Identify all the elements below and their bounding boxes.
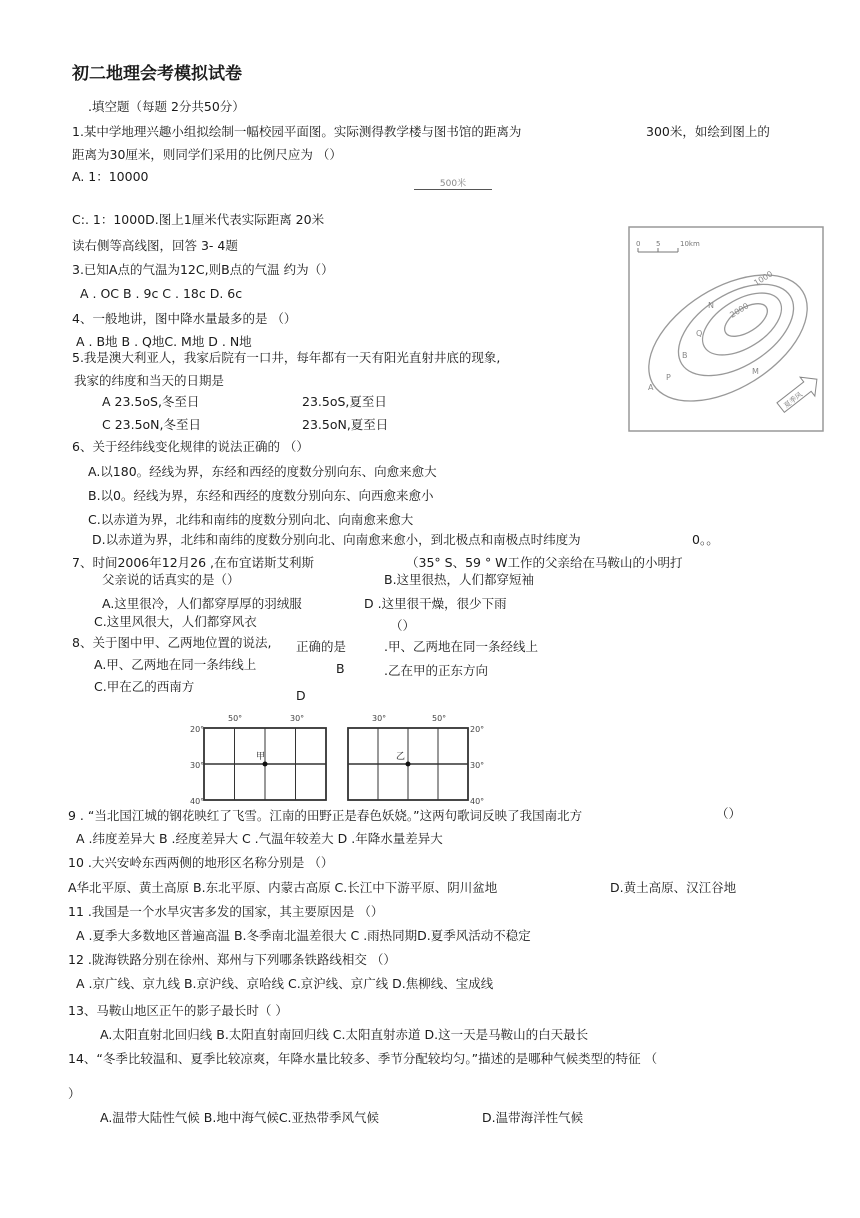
question-7-line-2: 父亲说的话真实的是（）	[102, 572, 240, 587]
point-jia	[263, 762, 268, 767]
contour-point-n: N	[708, 301, 714, 310]
contour-scale-label: 10km	[680, 240, 700, 248]
question-5-option-a: A 23.5oS,冬至日	[102, 394, 200, 409]
question-6-option-b: B.以0。经线为界，东经和西经的度数分别向东、向西愈来愈小	[88, 488, 434, 503]
question-8-option-c: C.甲在乙的西南方	[94, 679, 195, 694]
question-13: 13、马鞍山地区正午的影子最长时（ ）	[68, 1003, 288, 1018]
contour-point-b: B	[682, 351, 688, 360]
question-10: 10 .大兴安岭东西两侧的地形区名称分别是 （）	[68, 855, 334, 870]
question-1-line-1: 1.某中学地理兴趣小组拟绘制一幅校园平面图。实际测得教学楼与图书馆的距离为	[72, 124, 522, 139]
contour-label-2000: 2000	[728, 301, 751, 320]
question-5-line-1: 5.我是澳大利亚人，我家后院有一口井，每年都有一天有阳光直射井底的现象,	[72, 350, 501, 365]
question-7-option-b: B.这里很热，人们都穿短袖	[384, 572, 535, 587]
grid-map-jia-lon-label: 30°	[290, 714, 305, 723]
question-12: 12 .陇海铁路分别在徐州、郑州与下列哪条铁路线相交 （）	[68, 952, 396, 967]
contour-point-p: P	[666, 373, 671, 382]
question-8-option-a: A.甲、乙两地在同一条纬线上	[94, 657, 257, 672]
grid-map-jia-lat-label: 40°	[190, 797, 205, 806]
question-9-options: A .纬度差异大 B .经度差异大 C .气温年较差大 D .年降水量差异大	[76, 831, 443, 846]
grid-map-jia	[188, 708, 334, 808]
question-7-line-1-end: （35° S、59 ° W工作的父亲给在马鞍山的小明打	[406, 555, 683, 570]
question-3: 3.已知A点的气温为12C,则B点的气温 约为（）	[72, 262, 334, 277]
question-8-option-b: .乙在甲的正东方向	[384, 663, 488, 678]
question-14-option-d: D.温带海洋性气候	[482, 1110, 584, 1125]
question-8-d-label: D	[296, 688, 306, 703]
question-14-options-1: A.温带大陆性气候 B.地中海气候C.亚热带季风气候	[100, 1110, 380, 1125]
contour-scale-label: 0	[636, 240, 641, 248]
point-yi	[406, 762, 411, 767]
question-5-line-2: 我家的纬度和当天的日期是	[74, 373, 225, 388]
grid-map-yi-lon-label: 30°	[372, 714, 387, 723]
question-10-options: A华北平原、黄土高原 B.东北平原、内蒙古高原 C.长江中下游平原、阴川盆地	[68, 880, 498, 895]
question-13-options: A.太阳直射北回归线 B.太阳直射南回归线 C.太阳直射赤道 D.这一天是马鞍山的白天最长	[100, 1027, 589, 1042]
page-title: 初二地理会考模拟试卷	[72, 64, 242, 84]
question-5-option-c: C 23.5oN,冬至日	[102, 417, 202, 432]
question-8-b-label: B	[336, 661, 345, 676]
contour-point-q: Q	[696, 329, 703, 338]
question-5-option-b: 23.5oS,夏至日	[302, 394, 387, 409]
question-14: 14、“冬季比较温和、夏季比较凉爽，年降水量比较多、季节分配较均匀。”描述的是哪种气候类型的特征 （	[68, 1051, 658, 1066]
question-7-option-a: A.这里很冷，人们都穿厚厚的羽绒服	[102, 596, 302, 611]
question-8-option: .甲、乙两地在同一条经线上	[384, 639, 538, 654]
point-jia-label: 甲	[256, 752, 266, 762]
contour-map	[628, 226, 824, 432]
grid-map-jia-lat-label: 30°	[190, 761, 205, 770]
question-7-option-c: C.这里风很大，人们都穿风衣	[94, 614, 257, 629]
question-7-paren: （）	[390, 618, 416, 633]
question-7-option-d: D .这里很干燥，很少下雨	[364, 596, 507, 611]
question-1-line-1-end: 300米，如绘到图上的	[646, 124, 770, 139]
question-9-paren: （）	[716, 806, 742, 821]
question-8-line-1: 8、关于图中甲、乙两地位置的说法,	[72, 635, 272, 650]
question-6-option-a: A.以180。经线为界，东经和西经的度数分别向东、向愈来愈大	[88, 464, 437, 479]
question-7-line-1: 7、时间2006年12月26 ,在布宜诺斯艾利斯	[72, 555, 315, 570]
grid-map-yi	[342, 708, 488, 808]
contour-label-1000: 1000	[752, 269, 775, 288]
grid-map-yi-lat-label: 30°	[470, 761, 485, 770]
question-11-options: A .夏季大多数地区普遍高温 B.冬季南北温差很大 C .雨热同期D.夏季风活动不稳定	[76, 928, 531, 943]
monsoon-arrow-label: 夏季风	[782, 390, 805, 410]
scale-bar-label: 500米	[439, 179, 467, 189]
question-9: 9 . “当北国江城的钢花映红了飞雪。江南的田野正是春色妖娆。”这两句歌词反映了我国南北方	[68, 808, 583, 823]
question-1-option-c: C:. 1：1000D.图上1厘米代表实际距离 20米	[72, 212, 325, 227]
question-6: 6、关于经纬线变化规律的说法正确的 （）	[72, 439, 309, 454]
grid-map-jia-lat-label: 20°	[190, 725, 205, 734]
scale-bar	[414, 176, 492, 190]
question-6-option-d: D.以赤道为界，北纬和南纬的度数分别向北、向南愈来愈小，到北极点和南极点时纬度为	[92, 532, 581, 547]
question-11: 11 .我国是一个水旱灾害多发的国家，其主要原因是 （）	[68, 904, 384, 919]
grid-map-yi-lat-label: 20°	[470, 725, 485, 734]
grid-map-yi-lon-label: 50°	[432, 714, 447, 723]
question-8-correct: 正确的是	[296, 639, 347, 654]
question-12-options: A .京广线、京九线 B.京沪线、京哈线 C.京沪线、京广线 D.焦柳线、宝成线	[76, 976, 494, 991]
contour-scale-label: 5	[656, 240, 661, 248]
question-3-4-intro: 读右侧等高线图，回答 3- 4题	[72, 238, 238, 253]
contour-point-a: A	[648, 383, 654, 392]
question-1-option-a: A. 1：10000	[72, 169, 149, 184]
question-10-option-d: D.黄土高原、汉江谷地	[610, 880, 737, 895]
grid-map-yi-lat-label: 40°	[470, 797, 485, 806]
question-4: 4、一般地讲，图中降水量最多的是 （）	[72, 311, 297, 326]
question-5-option-d: 23.5oN,夏至日	[302, 417, 389, 432]
question-6-option-d-end: 0。。	[692, 532, 719, 547]
question-14-paren: ）	[68, 1086, 81, 1101]
question-3-options: A . OC B . 9c C . 18c D. 6c	[80, 286, 243, 301]
question-4-options: A . B地 B . Q地C. M地 D . N地	[76, 334, 252, 349]
point-yi-label: 乙	[396, 752, 406, 762]
grid-map-jia-lon-label: 50°	[228, 714, 243, 723]
contour-point-m: M	[752, 367, 759, 376]
question-1-line-2: 距离为30厘米，则同学们采用的比例尺应为 （）	[72, 147, 342, 162]
question-6-option-c: C.以赤道为界，北纬和南纬的度数分别向北、向南愈来愈大	[88, 512, 414, 527]
section-heading: .填空题（每题 2分共50分）	[88, 99, 245, 114]
